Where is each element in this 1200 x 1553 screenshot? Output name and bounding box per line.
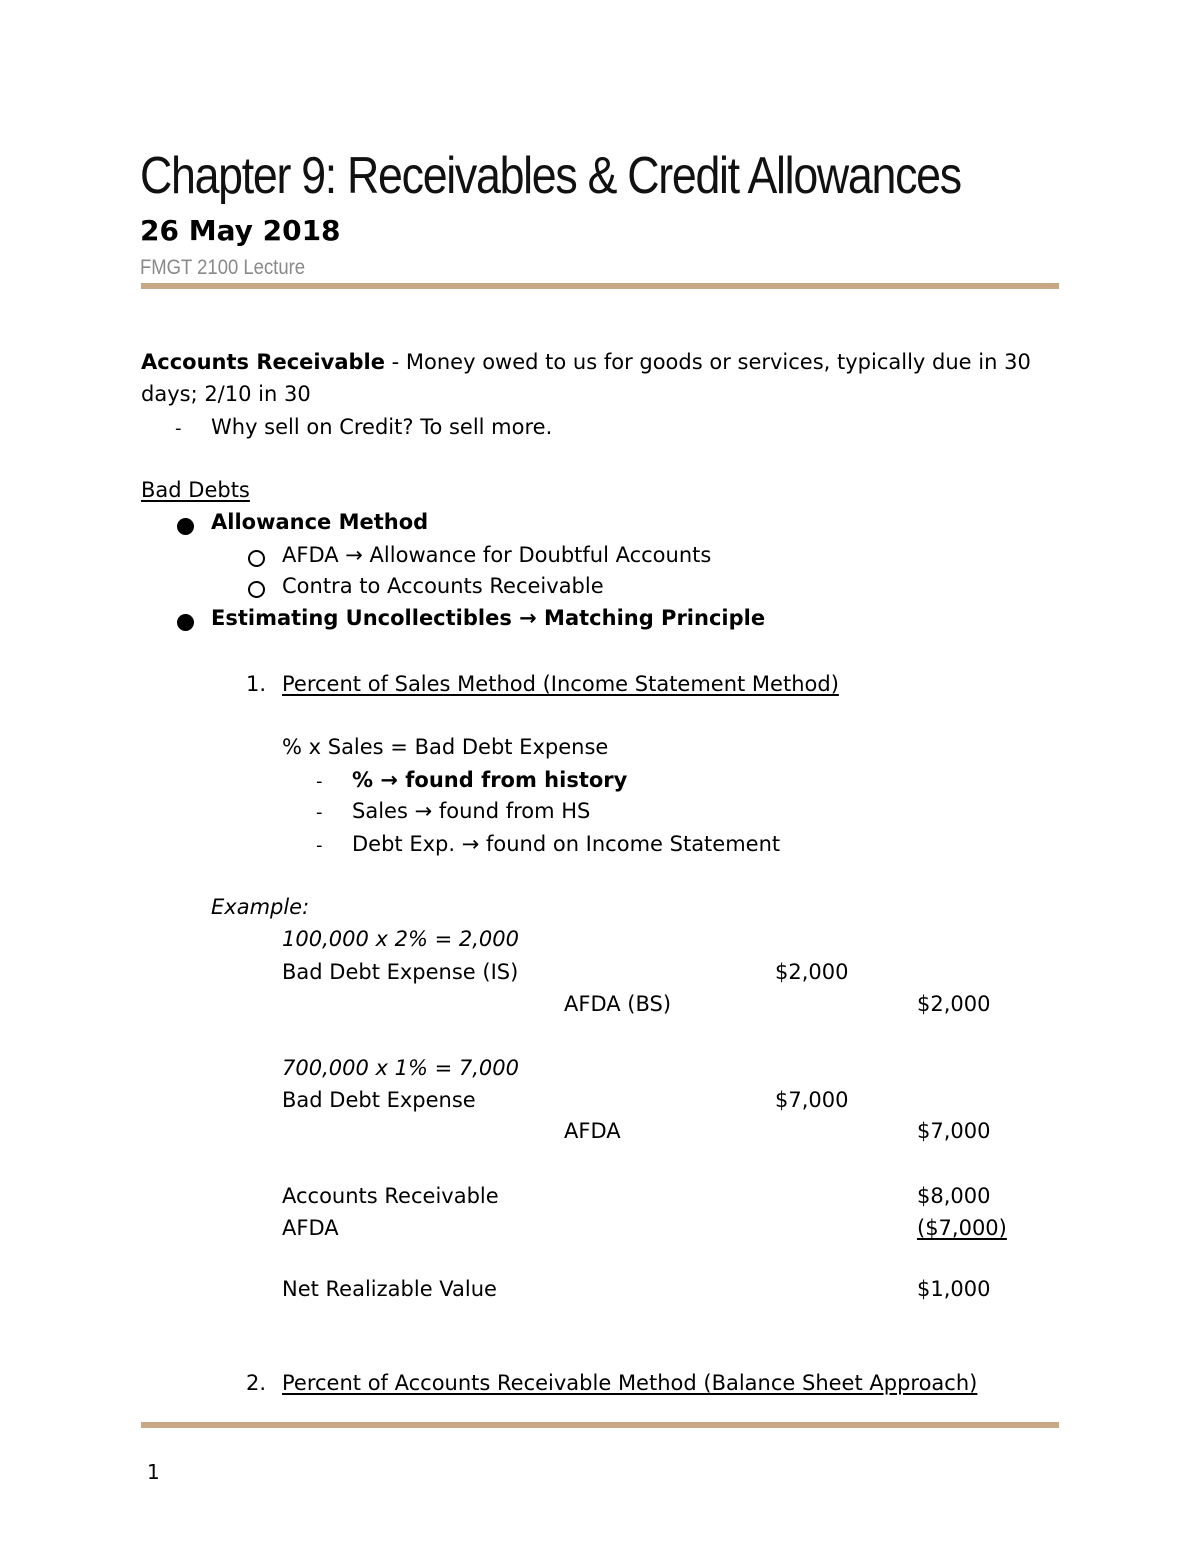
note-debt-exp: Debt Exp. → found on Income Statement <box>352 832 781 856</box>
accounts-receivable-definition <box>141 350 1031 374</box>
list-number: 2. <box>246 1371 267 1395</box>
lecture-date: 26 May 2018 <box>140 214 341 247</box>
entry1-credit-amount: $2,000 <box>917 992 991 1016</box>
bullet-icon <box>177 518 194 535</box>
course-subtitle: FMGT 2100 Lecture <box>140 256 306 279</box>
accounts-receivable-label: Accounts Receivable <box>282 1184 499 1208</box>
bullet-icon <box>177 614 194 631</box>
calculation-2: 700,000 x 1% = 7,000 <box>282 1056 519 1080</box>
page-number: 1 <box>147 1460 160 1484</box>
page-title: Chapter 9: Receivables & Credit Allowances <box>140 147 961 205</box>
estimating-uncollectibles-item: Estimating Uncollectibles → Matching Principle <box>211 606 766 630</box>
definition-continuation: days; 2/10 in 30 <box>141 382 311 406</box>
entry1-debit-account: Bad Debt Expense (IS) <box>282 960 519 984</box>
entry2-debit-account: Bad Debt Expense <box>282 1088 476 1112</box>
accounts-receivable-amount: $8,000 <box>917 1184 991 1208</box>
method1-title: Percent of Sales Method (Income Statement Method) <box>282 672 839 696</box>
why-credit-point: Why sell on Credit? To sell more. <box>211 415 553 439</box>
afda-label: AFDA <box>282 1216 339 1240</box>
note-percent: % → found from history <box>352 768 628 792</box>
definition-text: - Money owed to us for goods or services, typically due in 30 <box>384 350 1031 374</box>
net-realizable-value-label: Net Realizable Value <box>282 1277 497 1301</box>
entry1-credit-account: AFDA (BS) <box>564 992 672 1016</box>
entry2-credit-account: AFDA <box>564 1119 621 1143</box>
formula: % x Sales = Bad Debt Expense <box>282 735 609 759</box>
circle-bullet-icon <box>248 550 265 567</box>
list-number: 1. <box>246 672 267 696</box>
afda-item: AFDA → Allowance for Doubtful Accounts <box>282 543 712 567</box>
example-label: Example: <box>211 895 310 919</box>
entry1-debit-amount: $2,000 <box>775 960 849 984</box>
entry2-credit-amount: $7,000 <box>917 1119 991 1143</box>
dash-marker: - <box>316 802 323 823</box>
term-accounts-receivable: Accounts Receivable <box>141 350 385 374</box>
dash-marker: - <box>175 418 182 439</box>
net-realizable-value-amount: $1,000 <box>917 1277 991 1301</box>
afda-amount: ($7,000) <box>917 1216 1007 1240</box>
allowance-method-item: Allowance Method <box>211 510 429 534</box>
bad-debts-heading: Bad Debts <box>141 478 250 502</box>
entry2-debit-amount: $7,000 <box>775 1088 849 1112</box>
contra-item: Contra to Accounts Receivable <box>282 574 604 598</box>
dash-marker: - <box>316 835 323 856</box>
calculation-1: 100,000 x 2% = 2,000 <box>282 927 519 951</box>
method2-title: Percent of Accounts Receivable Method (Balance Sheet Approach) <box>282 1371 978 1395</box>
footer-divider <box>141 1422 1059 1428</box>
dash-marker: - <box>316 771 323 792</box>
header-divider <box>141 283 1059 289</box>
circle-bullet-icon <box>248 581 265 598</box>
note-sales: Sales → found from HS <box>352 799 591 823</box>
